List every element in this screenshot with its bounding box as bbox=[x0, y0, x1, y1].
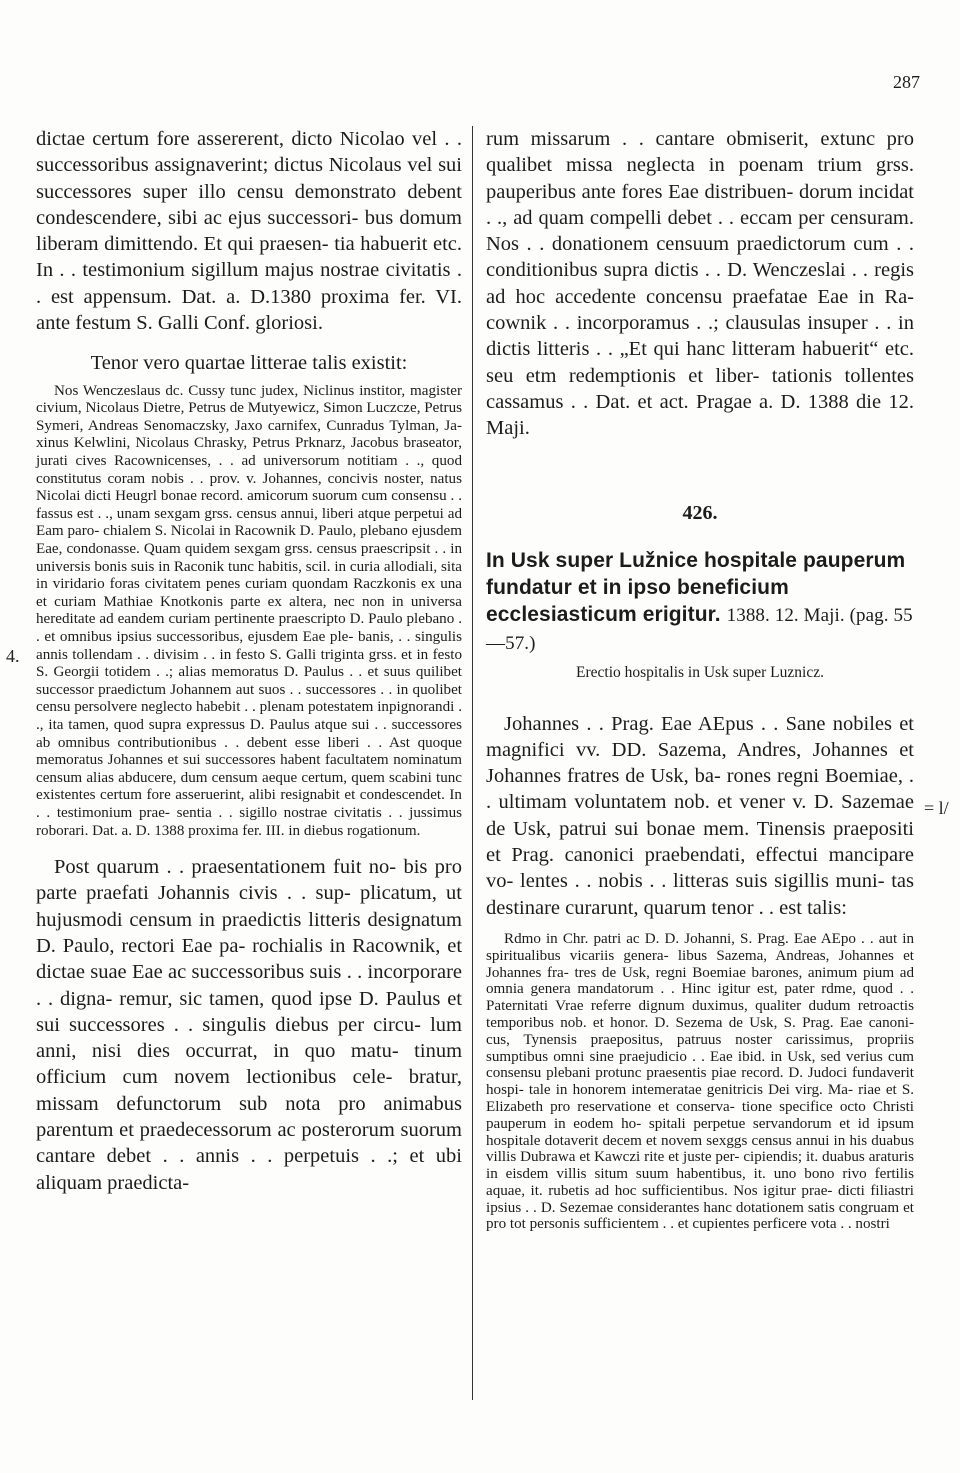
document-number: 426. bbox=[682, 501, 718, 524]
text-line: nobis . . prov. v. Johannes, concivis noster, natus bbox=[151, 470, 462, 487]
text-line: canonici praebendati, effectui mancipare vo- bbox=[486, 844, 914, 893]
text-line: it. rubetis ad hoc sufficientibus. Nos igitur prae- bbox=[530, 1182, 833, 1199]
text-line: ad omnia genera mandatorum . . Hinc igitur est, bbox=[486, 964, 915, 998]
text-line: sentia . . sigillo nostrae civitatis . . jussimus roborari. bbox=[36, 804, 463, 839]
text-line: supra dictis . . D. Wenczeslai . . regis ad bbox=[486, 259, 914, 308]
text-line: tas destinare curarunt, quarum tenor . . est bbox=[486, 870, 915, 919]
text-line: tale in honorem intemeratae genitricis Dei virg. Ma- bbox=[528, 1082, 854, 1099]
text-line: rum missarum . . cantare obmiserit, extunc bbox=[486, 128, 876, 150]
text-line: duximus, qualiter dudum retroactis temporibus nob. bbox=[486, 998, 914, 1031]
text-line: Jacobus braseator, jurati cives Racownicenses, . . bbox=[36, 435, 462, 470]
text-line: resignabit et condescendet. In . . testimonium prae- bbox=[36, 787, 462, 821]
left-quoted-charter bbox=[36, 383, 462, 840]
text-line: spitali perpetue servandorum et id ipsum hospitale bbox=[486, 1115, 914, 1149]
text-line: rones regni Boemiae, . . ultimam voluntatem bbox=[486, 765, 915, 814]
text-line: Raczkonis ex una et curiam Mathiae Knotkonis parte bbox=[36, 576, 462, 610]
text-line: successores . . in quolibet censu persolvere neglecto bbox=[36, 681, 462, 716]
text-line: sufficientem . . et cupientes perficere vota . . nostri bbox=[583, 1216, 890, 1233]
text-line: successoribus suis . . incorporare . . digna- bbox=[36, 961, 463, 1010]
text-line: Rdmo in Chr. patri ac D. D. Johanni, S. Prag. bbox=[504, 930, 789, 947]
right-quoted-charter bbox=[486, 931, 914, 1233]
text-line: nobiles et magnifici vv. DD. Sazema, Andres, bbox=[486, 712, 914, 761]
text-line: dotaverit decem et novem sexggs census annui in his bbox=[544, 1132, 868, 1149]
text-line: quilibet successor praedictum Johannem aut suos . . bbox=[36, 664, 462, 698]
page-number: 287 bbox=[893, 72, 920, 92]
text-line: bis pro parte praefati Johannis civis . . sup- bbox=[36, 856, 463, 905]
text-line: animabus parentum et praedecessorum ac bbox=[36, 1092, 463, 1142]
johannes-paragraph bbox=[486, 711, 914, 921]
text-line: plicatum, ut hujusmodi censum in praedictis bbox=[36, 882, 462, 931]
text-line: in Usk, sed verius cum consensu plebani protunc bbox=[486, 1048, 914, 1082]
text-line: in viridario foras civitatem penes curiam quondam bbox=[36, 576, 349, 593]
column-divider bbox=[472, 126, 473, 1400]
text-line: litteris designatum D. Paulo, rectori Eae pa- bbox=[36, 908, 462, 957]
text-line: dictae certum fore assererent, dicto Nicolao vel bbox=[36, 128, 438, 150]
text-line: duabus villis Dubrawa et Kawczi rite et juste per- bbox=[486, 1132, 914, 1166]
text-line: lentes . . nobis . . litteras suis sigillis muni- bbox=[520, 870, 885, 893]
text-line: tationis tollentes cassamus . . Dat. et act. bbox=[486, 364, 914, 413]
text-line: ex altera, nec non in universa hereditate ad eandem bbox=[36, 593, 463, 628]
text-line: talis: bbox=[807, 896, 847, 919]
text-line: xinus Kelwlini, Nicolaus Chrasky, Petrus Prknarz, bbox=[36, 435, 346, 452]
text-line: suum habentibus, it. uno bono rivo fertilis aquae, bbox=[486, 1166, 915, 1199]
margin-mark-right: = l/ bbox=[924, 798, 949, 818]
text-line: Dat. a. D. 1388 proxima fer. III. in diebus rogationum. bbox=[92, 822, 421, 839]
text-line: praesentis piae record. D. Judoci fundaverit hospi- bbox=[486, 1065, 914, 1099]
text-line: . . in dictis litteris . . „Et qui hanc litteram bbox=[486, 312, 914, 361]
text-line: pro qualibet missa neglecta in poenam trium bbox=[486, 128, 914, 177]
text-line: Senomaczsky, Jaxo carnifex, Cunradus Tylman, Ja- bbox=[143, 417, 463, 434]
left-opening-paragraph bbox=[36, 126, 462, 336]
post-quarum-paragraph bbox=[36, 854, 462, 1196]
text-line: tres de Usk, regni Boemiae barones, animum pium bbox=[574, 964, 895, 981]
text-line: D.1380 proxima fer. VI. ante festum S. Galli bbox=[36, 285, 463, 335]
text-line: institor, magister civium, Nicolaus Dietre, Petrus de bbox=[36, 382, 462, 417]
text-line: censuum praedictorum cum . . conditionibus bbox=[486, 233, 914, 282]
text-line: dorum incidat . ., ad quam compelli debet bbox=[486, 180, 915, 229]
text-line: cownik . . incorporamus . .; clausulas insuper bbox=[486, 312, 868, 335]
text-line: tia habuerit etc. In . . testimonium sigillum bbox=[36, 233, 462, 282]
document-title-date: 1388. 12. Maji. (pag. 55—57.) bbox=[486, 604, 913, 654]
text-line: hanc dotationem satis congruam et pro tot personis bbox=[486, 1199, 914, 1233]
text-line: posterorum suorum cantare debet . . annis bbox=[36, 1119, 462, 1168]
text-line: tamen, quod supra expressus D. Paulus atque sui . . bbox=[68, 716, 387, 733]
text-line: tione specifice octo Christi pauperum in eodem ho- bbox=[486, 1098, 915, 1132]
text-line: cipiendis; it. duabus araturis in eisdem villis situm bbox=[486, 1149, 914, 1183]
text-line: sui successores habent facultatem nominatum censum bbox=[36, 752, 462, 786]
text-line: sui successores . . singulis diebus per circu- bbox=[36, 1013, 421, 1036]
text-line: Nicolai dicti Heugrl bonae record. amicorum suorum bbox=[36, 488, 358, 505]
text-line: in Raconik tunc habitis, scil. in curia allodiali, sita bbox=[158, 558, 462, 575]
text-line: cus, Tynensis praepositus, patruus noster carissimus, bbox=[486, 1031, 854, 1048]
text-line: rochialis in Racownik, et dictae suae Eae ac bbox=[36, 935, 463, 984]
text-line: riae et S. Elizabeth pro reservatione et conserva- bbox=[486, 1082, 915, 1115]
right-column bbox=[486, 126, 914, 1233]
text-line: vel sui successores super illo censu demonstrato bbox=[36, 154, 462, 203]
left-column bbox=[36, 126, 462, 1196]
document-subtitle: Erectio hospitalis in Usk super Luznicz. bbox=[576, 663, 824, 681]
margin-mark-left: 4. bbox=[6, 646, 20, 666]
text-line: esse liberi . . Ast quoque memoratus Johannes et bbox=[36, 734, 463, 769]
text-line: chialem S. Nicolai in Racownik D. Paulo, plebano bbox=[103, 523, 408, 540]
text-line: ad universorum notitiam . ., quod constitutus coram bbox=[36, 453, 462, 487]
text-line: et omnibus ipsius successoribus, ejusdem Eae ple- bbox=[44, 628, 354, 645]
text-line: dicti filiastri ipsius . . D. Sezemae considerantes bbox=[486, 1182, 914, 1216]
text-line: festo S. Galli triginta grss. et in festo S. Georgii bbox=[36, 646, 462, 681]
document-title bbox=[486, 547, 914, 657]
text-line: Post quarum . . praesentationem fuit no- bbox=[54, 856, 397, 879]
text-line: Johannes et Johannes fratres de Usk, ba- bbox=[486, 738, 915, 788]
text-line: nob. et vener v. D. Sazemae de Usk, patrui bbox=[486, 791, 915, 840]
text-line: alias abducere, dum censum aeque certum, quem bbox=[86, 769, 385, 786]
text-line: totidem . .; alias memoratus D. Paulus . . et suus bbox=[104, 664, 411, 681]
text-line: census annui, liberi atque perpetui ad Eam paro- bbox=[36, 505, 463, 540]
text-line: tinum officium cum novem lectionibus cele- bbox=[36, 1040, 463, 1089]
text-line: Eae AEpo . . aut in spiritualibus vicariis genera- bbox=[486, 930, 914, 964]
text-line: propriis sumptibus omni sine praejudicio . . Eae ibid. bbox=[486, 1031, 914, 1065]
text-line: Conf. gloriosi. bbox=[203, 312, 323, 335]
text-line: lum anni, nisi dies occurrat, in quo matu- bbox=[36, 1013, 462, 1063]
text-line: habuerit“ etc. seu etm redemptionis et liber- bbox=[486, 338, 914, 387]
text-line: grss. census praescripsit . . in universis bonis suis bbox=[36, 541, 462, 575]
text-line: hoc accedente concensu praefatae Eae in Ra- bbox=[515, 285, 914, 308]
right-opening-paragraph bbox=[486, 126, 914, 442]
text-line: debent condescendere, sibi ac ejus successori- bbox=[36, 180, 463, 229]
text-line: . . perpetuis . .; et ubi aliquam praedicta- bbox=[36, 1145, 462, 1194]
text-line: libus Sazema, Andreas, Johannes et Johannes fra- bbox=[486, 947, 914, 981]
text-line: sui bonae mem. Tinensis praepositi et Prag. bbox=[486, 817, 914, 867]
text-line: remur, sic tamen, quod ipse D. Paulus et bbox=[119, 987, 462, 1010]
text-line: ejusdem Eae, condonasse. Quam quidem sexgam bbox=[36, 523, 462, 558]
text-line: pater rdme, quod . . Paternitati Vrae referre dignum bbox=[486, 981, 914, 1015]
text-line: cum consensu . . fassus est . ., unam sexgam grss. bbox=[36, 488, 462, 522]
text-line: Nos Wenczeslaus dc. Cussy tunc judex, Niclinus bbox=[54, 382, 355, 399]
text-line: bus domum liberam dimittendo. Et qui praesen- bbox=[36, 206, 463, 256]
text-line: banis, . . singulis annis tollendam . . divisim . . in bbox=[36, 628, 462, 663]
text-line: habebit . . plenam potestatem inpignorandi . ., ita bbox=[36, 699, 462, 733]
text-line: scabini tunc existentes certum fore asseruerint, alibi bbox=[36, 769, 462, 804]
text-line: Johannes . . Prag. Eae AEpus . . Sane bbox=[504, 712, 826, 735]
tenor-heading: Tenor vero quartae litterae talis existit: bbox=[90, 352, 408, 375]
text-line: bratur, missam defunctorum sub nota pro bbox=[36, 1066, 462, 1115]
text-line: Pragae a. D. 1388 die 12. Maji. bbox=[486, 390, 914, 440]
text-line: majus nostrae civitatis . . est appensum. Dat. a. bbox=[36, 259, 462, 308]
text-line: . . eccam per censuram. Nos . . donationem bbox=[486, 206, 914, 256]
text-line: et honor. D. Sezema de Usk, S. Prag. Eae canoni- bbox=[592, 1014, 914, 1031]
text-line: Mutyewicz, Simon Luczcze, Petrus Symeri, Andreas bbox=[36, 400, 462, 434]
text-line: grss. pauperibus ante fores Eae distribuen- bbox=[486, 154, 915, 203]
document-title-text: In Usk super Lužnice hospitale pauperum fundatur et in ipso beneficium ecclesiasticum erigitur. bbox=[486, 548, 906, 626]
text-line: . . successoribus assignaverint; dictus Nicolaus bbox=[36, 128, 463, 177]
text-line: successores ab omnibus contributionibus . . debent bbox=[36, 716, 462, 751]
text-line: curiam pertinente praescripto D. Paulo plebano . . bbox=[36, 611, 462, 645]
